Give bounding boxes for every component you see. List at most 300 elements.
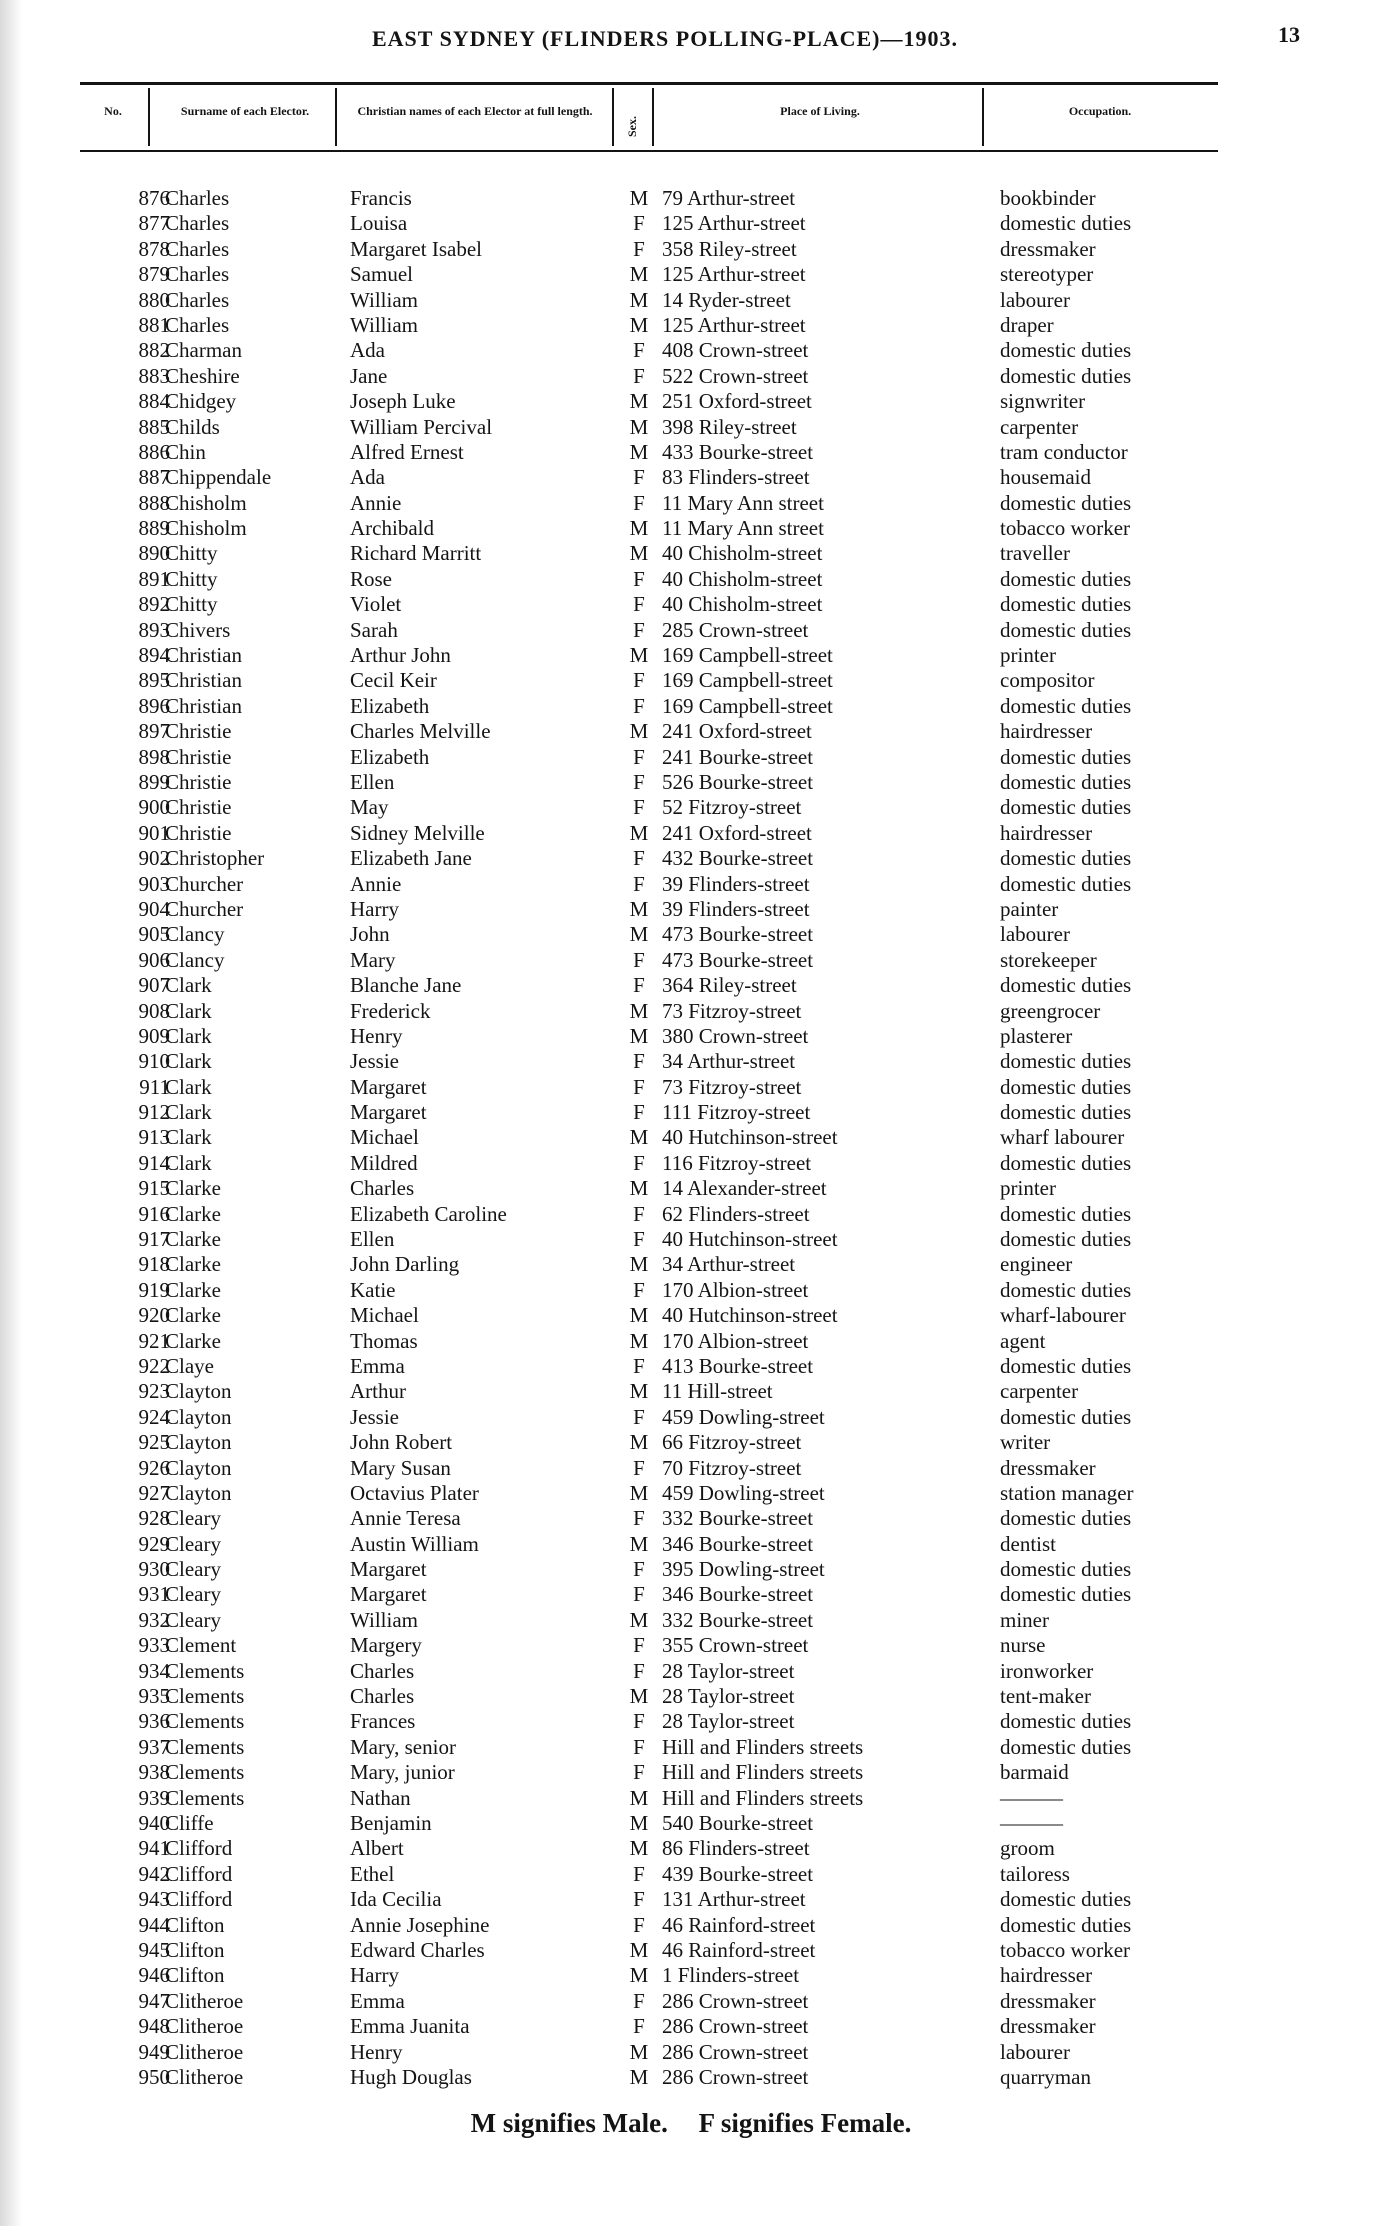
elector-surname: Charman	[165, 338, 242, 363]
table-row	[0, 567, 1382, 592]
elector-christian-names: Thomas	[350, 1328, 418, 1353]
elector-occupation: groom	[1000, 1836, 1055, 1861]
elector-sex: M	[629, 2039, 649, 2064]
page-number: 13	[1278, 22, 1300, 47]
elector-sex: M	[629, 719, 649, 744]
elector-occupation: ———	[1000, 1811, 1063, 1835]
elector-occupation: domestic duties	[1000, 211, 1132, 236]
table-row	[0, 1963, 1382, 1988]
elector-christian-names: Ellen	[350, 1227, 395, 1252]
elector-place-of-living: 346 Bourke-street	[662, 1582, 814, 1607]
elector-surname: Chin	[165, 439, 206, 464]
elector-sex: F	[633, 871, 645, 896]
elector-christian-names: Michael	[350, 1303, 419, 1328]
elector-christian-names: Jessie	[350, 1404, 399, 1429]
elector-occupation: wharf-labourer	[1000, 1303, 1126, 1328]
elector-sex: M	[629, 1836, 649, 1861]
elector-number: 919	[138, 1277, 170, 1302]
elector-occupation: housemaid	[1000, 465, 1091, 490]
elector-surname: Charles	[165, 186, 230, 210]
elector-surname: Clayton	[165, 1430, 232, 1455]
elector-number: 887	[138, 465, 170, 490]
elector-number: 907	[138, 973, 170, 998]
elector-occupation: domestic duties	[1000, 795, 1132, 820]
elector-number: 886	[138, 439, 170, 464]
table-row	[0, 1608, 1382, 1633]
elector-surname: Charles	[165, 312, 230, 337]
table-row	[0, 1989, 1382, 2014]
elector-sex: F	[633, 490, 645, 515]
table-row	[0, 1176, 1382, 1201]
elector-sex: M	[629, 643, 649, 668]
elector-surname: Clements	[165, 1684, 245, 1709]
elector-occupation: domestic duties	[1000, 617, 1132, 642]
elector-place-of-living: 70 Fitzroy-street	[662, 1455, 802, 1480]
table-row	[0, 491, 1382, 516]
elector-number: 905	[138, 922, 170, 947]
elector-place-of-living: 286 Crown-street	[662, 1988, 809, 2013]
elector-surname: Clifton	[165, 1937, 225, 1962]
elector-surname: Clarke	[165, 1227, 221, 1252]
elector-sex: M	[629, 1328, 649, 1353]
elector-place-of-living: 398 Riley-street	[662, 414, 797, 439]
column-header-surname: Surname of each Elector.	[180, 104, 310, 118]
elector-place-of-living: 1 Flinders-street	[662, 1963, 800, 1988]
elector-surname: Cleary	[165, 1582, 221, 1607]
elector-occupation: tram conductor	[1000, 439, 1128, 464]
elector-sex: M	[629, 541, 649, 566]
elector-place-of-living: 332 Bourke-street	[662, 1506, 814, 1531]
table-row	[0, 1836, 1382, 1861]
elector-number: 944	[138, 1912, 170, 1937]
elector-surname: Clements	[165, 1760, 245, 1785]
elector-occupation: hairdresser	[1000, 719, 1093, 744]
elector-number: 910	[138, 1049, 170, 1074]
elector-sex: M	[629, 1480, 649, 1505]
elector-place-of-living: Hill and Flinders streets	[662, 1760, 864, 1785]
elector-place-of-living: 459 Dowling-street	[662, 1404, 825, 1429]
elector-sex: F	[633, 1227, 645, 1252]
elector-occupation: engineer	[1000, 1252, 1073, 1277]
elector-surname: Chitty	[165, 541, 218, 566]
table-row	[0, 1659, 1382, 1684]
elector-occupation: writer	[1000, 1430, 1051, 1455]
table-row	[0, 1430, 1382, 1455]
elector-occupation: stereotyper	[1000, 262, 1094, 287]
elector-sex: M	[629, 1684, 649, 1709]
elector-surname: Clitheroe	[165, 1988, 244, 2013]
table-row	[0, 1633, 1382, 1658]
elector-number: 934	[138, 1658, 170, 1683]
elector-surname: Clifford	[165, 1836, 233, 1861]
elector-place-of-living: 40 Hutchinson-street	[662, 1125, 838, 1150]
elector-number: 883	[138, 363, 170, 388]
elector-place-of-living: 83 Flinders-street	[662, 465, 810, 490]
elector-surname: Claye	[165, 1353, 214, 1378]
elector-place-of-living: 62 Flinders-street	[662, 1201, 810, 1226]
elector-sex: M	[629, 1125, 649, 1150]
elector-sex: F	[633, 236, 645, 261]
elector-number: 897	[138, 719, 170, 744]
elector-christian-names: Sidney Melville	[350, 820, 485, 845]
elector-christian-names: Margaret	[350, 1100, 427, 1125]
elector-sex: M	[629, 1303, 649, 1328]
elector-surname: Clayton	[165, 1379, 232, 1404]
table-row	[0, 922, 1382, 947]
elector-place-of-living: 39 Flinders-street	[662, 896, 810, 921]
table-row	[0, 2065, 1382, 2090]
elector-sex: M	[629, 1176, 649, 1201]
elector-sex: F	[633, 1582, 645, 1607]
elector-christian-names: Cecil Keir	[350, 668, 437, 693]
elector-occupation: plasterer	[1000, 1023, 1073, 1048]
elector-surname: Clayton	[165, 1404, 232, 1429]
elector-number: 909	[138, 1023, 170, 1048]
elector-surname: Clements	[165, 1785, 245, 1810]
elector-occupation: traveller	[1000, 541, 1070, 566]
elector-place-of-living: 46 Rainford-street	[662, 1912, 816, 1937]
elector-surname: Childs	[165, 414, 220, 439]
elector-surname: Christie	[165, 769, 232, 794]
elector-christian-names: Francis	[350, 186, 412, 210]
elector-christian-names: Frederick	[350, 998, 431, 1023]
elector-christian-names: Frances	[350, 1709, 416, 1734]
table-row	[0, 999, 1382, 1024]
elector-surname: Clarke	[165, 1303, 221, 1328]
elector-sex: F	[633, 1201, 645, 1226]
elector-sex: M	[629, 1607, 649, 1632]
elector-surname: Churcher	[165, 871, 244, 896]
elector-number: 947	[138, 1988, 170, 2013]
elector-number: 940	[138, 1811, 170, 1835]
table-row	[0, 1125, 1382, 1150]
elector-occupation: domestic duties	[1000, 1277, 1132, 1302]
elector-christian-names: Mary	[350, 947, 396, 972]
elector-number: 882	[138, 338, 170, 363]
elector-place-of-living: 14 Alexander-street	[662, 1176, 827, 1201]
elector-surname: Chidgey	[165, 389, 237, 414]
elector-surname: Clark	[165, 1074, 212, 1099]
elector-number: 884	[138, 389, 170, 414]
table-row	[0, 1811, 1382, 1836]
elector-surname: Cliffe	[165, 1811, 214, 1835]
elector-occupation: tailoress	[1000, 1861, 1070, 1886]
elector-place-of-living: 346 Bourke-street	[662, 1531, 814, 1556]
elector-sex: F	[633, 465, 645, 490]
elector-sex: F	[633, 1353, 645, 1378]
elector-christian-names: Charles Melville	[350, 719, 491, 744]
elector-sex: F	[633, 617, 645, 642]
table-row	[0, 516, 1382, 541]
elector-number: 912	[138, 1100, 170, 1125]
elector-number: 898	[138, 744, 170, 769]
table-row	[0, 719, 1382, 744]
elector-number: 937	[138, 1734, 170, 1759]
elector-place-of-living: 11 Hill-street	[662, 1379, 773, 1404]
elector-sex: F	[633, 1912, 645, 1937]
elector-place-of-living: 34 Arthur-street	[662, 1049, 796, 1074]
elector-place-of-living: 28 Taylor-street	[662, 1709, 795, 1734]
elector-number: 924	[138, 1404, 170, 1429]
elector-surname: Clitheroe	[165, 2014, 244, 2039]
elector-surname: Christopher	[165, 846, 265, 871]
elector-number: 878	[138, 236, 170, 261]
table-row	[0, 1938, 1382, 1963]
elector-sex: M	[629, 414, 649, 439]
column-header-christian-names: Christian names of each Elector at full length.	[357, 104, 593, 118]
elector-christian-names: Emma	[350, 1988, 405, 2013]
table-row	[0, 592, 1382, 617]
elector-sex: F	[633, 338, 645, 363]
elector-place-of-living: 46 Rainford-street	[662, 1937, 816, 1962]
elector-number: 906	[138, 947, 170, 972]
elector-sex: F	[633, 1455, 645, 1480]
elector-surname: Charles	[165, 211, 230, 236]
elector-occupation: carpenter	[1000, 414, 1079, 439]
elector-occupation: domestic duties	[1000, 693, 1132, 718]
elector-surname: Clifford	[165, 1861, 233, 1886]
elector-surname: Chisholm	[165, 490, 247, 515]
table-row	[0, 1329, 1382, 1354]
elector-sex: F	[633, 1709, 645, 1734]
elector-place-of-living: 125 Arthur-street	[662, 211, 806, 236]
elector-occupation: domestic duties	[1000, 1074, 1132, 1099]
elector-place-of-living: 14 Ryder-street	[662, 287, 791, 312]
elector-occupation: dressmaker	[1000, 1455, 1096, 1480]
table-row	[0, 1481, 1382, 1506]
elector-occupation: hairdresser	[1000, 1963, 1093, 1988]
elector-number: 896	[138, 693, 170, 718]
column-header-sex	[612, 106, 652, 146]
elector-place-of-living: 332 Bourke-street	[662, 1607, 814, 1632]
elector-place-of-living: 433 Bourke-street	[662, 439, 814, 464]
elector-occupation: domestic duties	[1000, 566, 1132, 591]
table-row	[0, 694, 1382, 719]
elector-christian-names: Jessie	[350, 1049, 399, 1074]
elector-occupation: domestic duties	[1000, 363, 1132, 388]
elector-christian-names: Henry	[350, 2039, 403, 2064]
elector-surname: Clark	[165, 1023, 212, 1048]
elector-number: 880	[138, 287, 170, 312]
elector-sex: F	[633, 693, 645, 718]
table-row	[0, 1303, 1382, 1328]
elector-sex: F	[633, 1049, 645, 1074]
elector-occupation: tobacco worker	[1000, 516, 1131, 541]
elector-number: 892	[138, 592, 170, 617]
elector-christian-names: Edward Charles	[350, 1937, 485, 1962]
elector-sex: M	[629, 922, 649, 947]
elector-place-of-living: 358 Riley-street	[662, 236, 797, 261]
table-row	[0, 1405, 1382, 1430]
elector-surname: Clark	[165, 1150, 212, 1175]
table-row	[0, 1532, 1382, 1557]
elector-place-of-living: 28 Taylor-street	[662, 1658, 795, 1683]
table-row	[0, 1354, 1382, 1379]
elector-occupation: quarryman	[1000, 2064, 1091, 2089]
elector-christian-names: Arthur John	[350, 643, 451, 668]
elector-sex: F	[633, 1404, 645, 1429]
elector-surname: Clark	[165, 998, 212, 1023]
table-row	[0, 1202, 1382, 1227]
elector-number: 920	[138, 1303, 170, 1328]
elector-surname: Chitty	[165, 592, 218, 617]
table-row	[0, 313, 1382, 338]
elector-place-of-living: 28 Taylor-street	[662, 1684, 795, 1709]
elector-surname: Clarke	[165, 1201, 221, 1226]
elector-number: 932	[138, 1607, 170, 1632]
elector-number: 877	[138, 211, 170, 236]
elector-occupation: ironworker	[1000, 1658, 1094, 1683]
elector-sex: M	[629, 389, 649, 414]
elector-sex: F	[633, 1557, 645, 1582]
elector-number: 948	[138, 2014, 170, 2039]
table-row	[0, 389, 1382, 414]
elector-occupation: painter	[1000, 896, 1059, 921]
elector-surname: Clements	[165, 1658, 245, 1683]
elector-number: 913	[138, 1125, 170, 1150]
elector-occupation: storekeeper	[1000, 947, 1097, 972]
elector-occupation: labourer	[1000, 287, 1070, 312]
table-row	[0, 237, 1382, 262]
table-row	[0, 1151, 1382, 1176]
elector-christian-names: Elizabeth	[350, 744, 430, 769]
table-row	[0, 1379, 1382, 1404]
elector-number: 914	[138, 1150, 170, 1175]
elector-sex: M	[629, 998, 649, 1023]
table-row	[0, 745, 1382, 770]
elector-number: 926	[138, 1455, 170, 1480]
elector-occupation: dressmaker	[1000, 2014, 1096, 2039]
elector-occupation: hairdresser	[1000, 820, 1093, 845]
elector-occupation: tent-maker	[1000, 1684, 1091, 1709]
elector-christian-names: Annie Josephine	[350, 1912, 490, 1937]
elector-christian-names: Archibald	[350, 516, 434, 541]
table-row	[0, 1862, 1382, 1887]
elector-place-of-living: 40 Chisholm-street	[662, 592, 823, 617]
elector-number: 950	[138, 2064, 170, 2089]
elector-occupation: carpenter	[1000, 1379, 1079, 1404]
elector-number: 939	[138, 1785, 170, 1810]
elector-sex: F	[633, 1887, 645, 1912]
elector-number: 881	[138, 312, 170, 337]
elector-surname: Clark	[165, 1125, 212, 1150]
elector-sex: F	[633, 1658, 645, 1683]
elector-number: 901	[138, 820, 170, 845]
elector-surname: Clayton	[165, 1455, 232, 1480]
elector-christian-names: Elizabeth	[350, 693, 430, 718]
elector-number: 904	[138, 896, 170, 921]
elector-christian-names: Elizabeth Jane	[350, 846, 472, 871]
elector-christian-names: Elizabeth Caroline	[350, 1201, 507, 1226]
elector-christian-names: Joseph Luke	[350, 389, 456, 414]
elector-place-of-living: 11 Mary Ann street	[662, 516, 824, 541]
elector-number: 929	[138, 1531, 170, 1556]
elector-number: 915	[138, 1176, 170, 1201]
table-row	[0, 770, 1382, 795]
elector-christian-names: William	[350, 287, 418, 312]
table-row	[0, 872, 1382, 897]
top-rule	[80, 82, 1218, 85]
elector-number: 931	[138, 1582, 170, 1607]
elector-christian-names: Charles	[350, 1684, 415, 1709]
elector-sex: F	[633, 1074, 645, 1099]
table-row	[0, 1760, 1382, 1785]
elector-place-of-living: 408 Crown-street	[662, 338, 809, 363]
elector-occupation: greengrocer	[1000, 998, 1101, 1023]
table-row	[0, 821, 1382, 846]
elector-christian-names: Mary, junior	[350, 1760, 455, 1785]
elector-occupation: domestic duties	[1000, 769, 1132, 794]
elector-occupation: domestic duties	[1000, 1227, 1132, 1252]
table-row	[0, 1278, 1382, 1303]
elector-place-of-living: 73 Fitzroy-street	[662, 1074, 802, 1099]
elector-number: 895	[138, 668, 170, 693]
elector-occupation: bookbinder	[1000, 186, 1096, 210]
elector-christian-names: Margaret	[350, 1557, 427, 1582]
elector-surname: Clark	[165, 1049, 212, 1074]
elector-surname: Christian	[165, 668, 242, 693]
elector-surname: Clarke	[165, 1277, 221, 1302]
column-divider	[335, 88, 337, 146]
elector-sex: M	[629, 1379, 649, 1404]
table-row	[0, 795, 1382, 820]
elector-number: 894	[138, 643, 170, 668]
elector-occupation: domestic duties	[1000, 1100, 1132, 1125]
elector-occupation: domestic duties	[1000, 846, 1132, 871]
elector-sex: F	[633, 1100, 645, 1125]
table-row	[0, 1709, 1382, 1734]
elector-surname: Clitheroe	[165, 2064, 244, 2089]
elector-surname: Christie	[165, 795, 232, 820]
elector-occupation: dentist	[1000, 1531, 1056, 1556]
column-divider	[982, 88, 984, 146]
elector-place-of-living: 169 Campbell-street	[662, 668, 833, 693]
elector-place-of-living: Hill and Flinders streets	[662, 1734, 864, 1759]
elector-occupation: station manager	[1000, 1480, 1134, 1505]
table-row	[0, 973, 1382, 998]
elector-sex: M	[629, 1811, 649, 1835]
elector-place-of-living: 39 Flinders-street	[662, 871, 810, 896]
elector-place-of-living: 395 Dowling-street	[662, 1557, 825, 1582]
elector-christian-names: Margaret	[350, 1074, 427, 1099]
table-row	[0, 364, 1382, 389]
elector-sex: F	[633, 947, 645, 972]
elector-surname: Clifford	[165, 1887, 233, 1912]
elector-number: 942	[138, 1861, 170, 1886]
elector-place-of-living: 73 Fitzroy-street	[662, 998, 802, 1023]
elector-christian-names: Richard Marritt	[350, 541, 482, 566]
elector-christian-names: Annie Teresa	[350, 1506, 461, 1531]
elector-surname: Clayton	[165, 1480, 232, 1505]
elector-sex: F	[633, 846, 645, 871]
elector-occupation: domestic duties	[1000, 1049, 1132, 1074]
elector-number: 930	[138, 1557, 170, 1582]
table-row	[0, 1913, 1382, 1938]
elector-number: 908	[138, 998, 170, 1023]
table-row	[0, 465, 1382, 490]
table-row	[0, 338, 1382, 363]
table-row	[0, 1735, 1382, 1760]
elector-place-of-living: 251 Oxford-street	[662, 389, 812, 414]
elector-number: 927	[138, 1480, 170, 1505]
elector-sex: M	[629, 1023, 649, 1048]
elector-christian-names: Katie	[350, 1277, 396, 1302]
elector-place-of-living: 241 Bourke-street	[662, 744, 814, 769]
table-row	[0, 1506, 1382, 1531]
elector-surname: Cheshire	[165, 363, 240, 388]
elector-number: 938	[138, 1760, 170, 1785]
elector-christian-names: Harry	[350, 896, 399, 921]
